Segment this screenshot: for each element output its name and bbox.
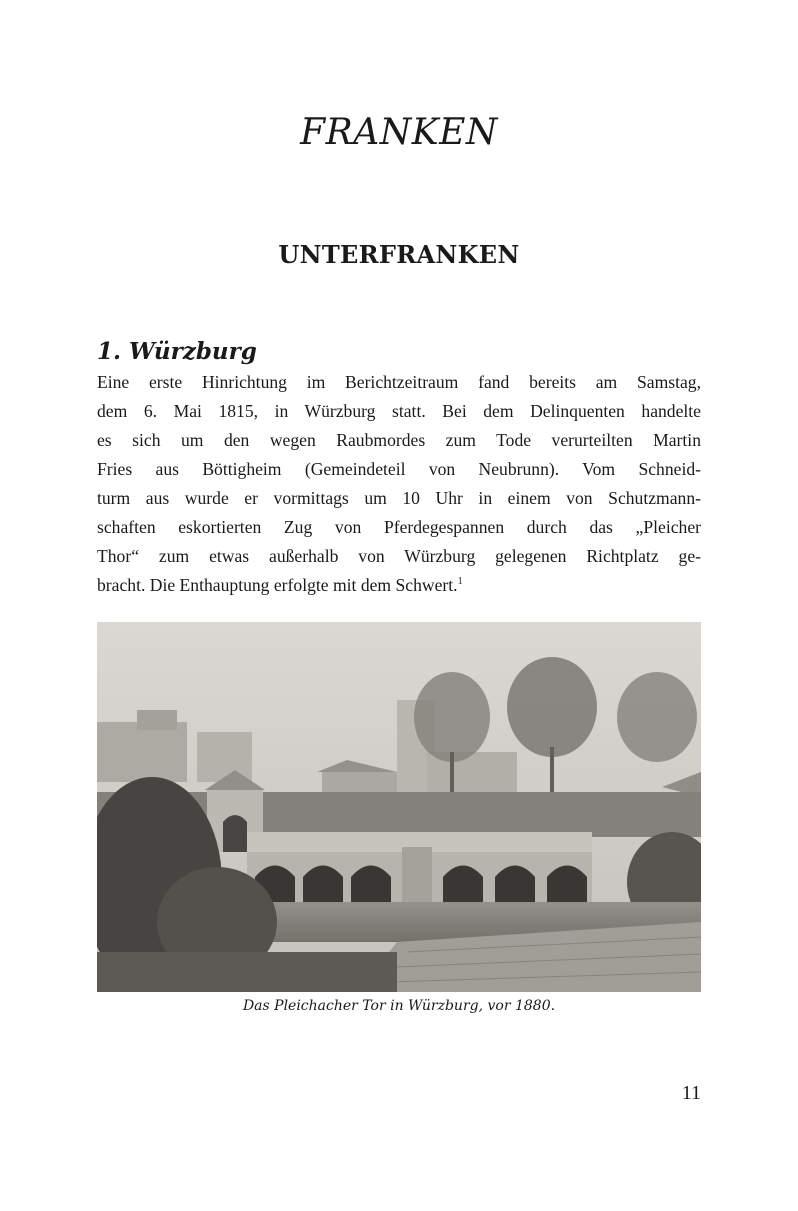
section-heading: 1. Würzburg (97, 338, 257, 365)
body-line-text: bracht. Die Enthauptung erfolgte mit dem Schwert. (97, 575, 458, 595)
body-line: es sich um den wegen Raubmordes zum Tode verurteilten Martin (97, 430, 701, 450)
photo-caption: Das Pleichacher Tor in Würzburg, vor 1880. (242, 998, 556, 1014)
body-line: schaften eskortierten Zug von Pferdegespannen durch das „Pleicher (97, 517, 701, 537)
body-line: dem 6. Mai 1815, in Würzburg statt. Bei dem Delinquenten handelte (97, 401, 701, 421)
body-line-last (97, 571, 701, 600)
body-line: turm aus wurde er vormittags um 10 Uhr in einem von Schutzmann- (97, 488, 701, 508)
footnote-marker: 1 (457, 576, 463, 588)
body-paragraph (97, 368, 701, 600)
historical-photo (97, 622, 701, 992)
page-number: 11 (681, 1082, 701, 1104)
region-heading: UNTERFRANKEN (278, 240, 520, 269)
body-line: Fries aus Böttigheim (Gemeindeteil von Neubrunn). Vom Schneid- (97, 459, 701, 479)
body-line: Eine erste Hinrichtung im Berichtzeitraum fand bereits am Samstag, (97, 372, 701, 392)
body-line: Thor“ zum etwas außerhalb von Würzburg gelegenen Richtplatz ge- (97, 546, 701, 566)
chapter-title: FRANKEN (300, 112, 498, 153)
